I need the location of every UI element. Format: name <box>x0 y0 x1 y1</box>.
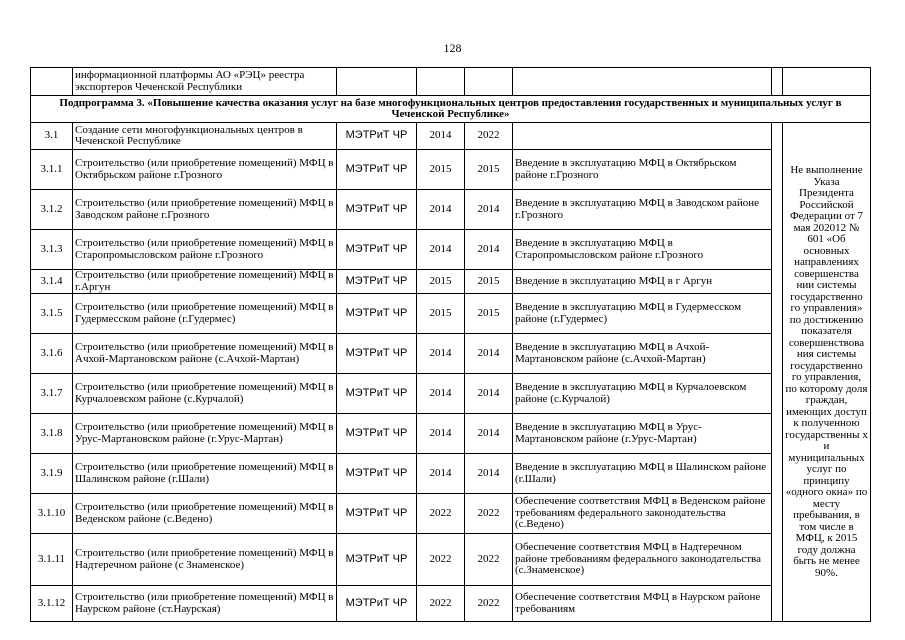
item-start-year: 2014 <box>417 334 465 374</box>
item-start-year: 2015 <box>417 270 465 294</box>
item-number: 3.1.11 <box>31 534 73 586</box>
item-start-year: 2014 <box>417 123 465 150</box>
item-end-year: 2015 <box>465 270 513 294</box>
item-start-year: 2022 <box>417 494 465 534</box>
item-executor: МЭТРиТ ЧР <box>337 123 417 150</box>
item-start-year: 2015 <box>417 294 465 334</box>
item-number: 3.1.4 <box>31 270 73 294</box>
item-number: 3.1 <box>31 123 73 150</box>
item-name: Строительство (или приобретение помещений) МФЦ в Заводском районе г.Грозного <box>73 190 337 230</box>
item-result: Обеспечение соответствия МФЦ в Веденском районе требованиям федерального законодательства (с.Ведено) <box>513 494 772 534</box>
table-row <box>31 374 871 414</box>
item-executor: МЭТРиТ ЧР <box>337 414 417 454</box>
item-end-year: 2014 <box>465 374 513 414</box>
item-start-year: 2022 <box>417 534 465 586</box>
item-start-year: 2014 <box>417 374 465 414</box>
item-executor: МЭТРиТ ЧР <box>337 150 417 190</box>
item-number: 3.1.8 <box>31 414 73 454</box>
item-end-year: 2022 <box>465 494 513 534</box>
table-row <box>31 494 871 534</box>
item-name: Создание сети многофункциональных центров в Чеченской Республике <box>73 123 337 150</box>
item-result: Введение в эксплуатацию МФЦ в Урус-Мартановском районе (г.Урус-Мартан) <box>513 414 772 454</box>
item-name: Строительство (или приобретение помещений) МФЦ в Курчалоевском районе (с.Курчалой) <box>73 374 337 414</box>
item-name: Строительство (или приобретение помещений) МФЦ в Надтеречном районе (с Знаменское) <box>73 534 337 586</box>
item-name: Строительство (или приобретение помещений) МФЦ в Наурском районе (ст.Наурская) <box>73 586 337 622</box>
item-result: Введение в эксплуатацию МФЦ в Заводском районе г.Грозного <box>513 190 772 230</box>
item-result: Введение в эксплуатацию МФЦ в Ачхой-Мартановском районе (с.Ачхой-Мартан) <box>513 334 772 374</box>
item-result: Введение в эксплуатацию МФЦ в г Аргун <box>513 270 772 294</box>
table-row <box>31 294 871 334</box>
item-number: 3.1.3 <box>31 230 73 270</box>
item-result: Введение в эксплуатацию МФЦ в Октябрьском районе г.Грозного <box>513 150 772 190</box>
item-end-year: 2014 <box>465 414 513 454</box>
item-start-year: 2014 <box>417 454 465 494</box>
continued-name: информационной платформы АО «РЭЦ» реестра экспортеров Чеченской Республики <box>73 68 337 96</box>
item-result: Обеспечение соответствия МФЦ в Наурском районе требованиям <box>513 586 772 622</box>
item-start-year: 2022 <box>417 586 465 622</box>
item-start-year: 2014 <box>417 230 465 270</box>
table-row <box>31 190 871 230</box>
item-end-year: 2022 <box>465 534 513 586</box>
item-number: 3.1.6 <box>31 334 73 374</box>
item-name: Строительство (или приобретение помещений) МФЦ в Старопромысловском районе г.Грозного <box>73 230 337 270</box>
item-executor: МЭТРиТ ЧР <box>337 190 417 230</box>
table-row <box>31 414 871 454</box>
item-name: Строительство (или приобретение помещений) МФЦ в Шалинском районе (г.Шали) <box>73 454 337 494</box>
item-start-year: 2014 <box>417 190 465 230</box>
item-executor: МЭТРиТ ЧР <box>337 586 417 622</box>
table-row <box>31 230 871 270</box>
program-table <box>30 67 871 622</box>
item-result <box>513 123 772 150</box>
item-name: Строительство (или приобретение помещений) МФЦ в г.Аргун <box>73 270 337 294</box>
table-row <box>31 586 871 622</box>
item-number: 3.1.5 <box>31 294 73 334</box>
table-row <box>31 334 871 374</box>
item-executor: МЭТРиТ ЧР <box>337 454 417 494</box>
item-number: 3.1.9 <box>31 454 73 494</box>
note-cell: Не выполнение Указа Президента Российской Федерации от 7 мая 202012 № 601 «Об основных направлениях совершенства нии системы государственно го управления» по достижению показателя совершенствова ния системы государственно го управления, по которому доля граждан, имеющих доступ к полученною государственны х и муниципальных услуг по принципу «одного окна» по месту пребывания, в том числе в МФЦ, к 2015 году должна быть не менее 90%. <box>783 123 871 622</box>
page-number: 128 <box>443 41 462 55</box>
item-end-year: 2022 <box>465 123 513 150</box>
item-end-year: 2015 <box>465 150 513 190</box>
item-number: 3.1.12 <box>31 586 73 622</box>
item-executor: МЭТРиТ ЧР <box>337 374 417 414</box>
table-row <box>31 454 871 494</box>
item-name: Строительство (или приобретение помещений) МФЦ в Веденском районе (с.Ведено) <box>73 494 337 534</box>
table-row <box>31 270 871 294</box>
item-start-year: 2015 <box>417 150 465 190</box>
table-row-continued <box>31 68 871 96</box>
item-executor: МЭТРиТ ЧР <box>337 270 417 294</box>
item-name: Строительство (или приобретение помещений) МФЦ в Ачхой-Мартановском районе (с.Ачхой-Мартан) <box>73 334 337 374</box>
item-number: 3.1.2 <box>31 190 73 230</box>
item-start-year: 2014 <box>417 414 465 454</box>
item-executor: МЭТРиТ ЧР <box>337 494 417 534</box>
item-number: 3.1.7 <box>31 374 73 414</box>
item-number: 3.1.1 <box>31 150 73 190</box>
item-number: 3.1.10 <box>31 494 73 534</box>
item-end-year: 2014 <box>465 190 513 230</box>
table-row <box>31 534 871 586</box>
table-row <box>31 123 871 150</box>
item-name: Строительство (или приобретение помещений) МФЦ в Гудермесском районе (г.Гудермес) <box>73 294 337 334</box>
item-result: Введение в эксплуатацию МФЦ в Курчалоевском районе (с.Курчалой) <box>513 374 772 414</box>
item-executor: МЭТРиТ ЧР <box>337 534 417 586</box>
item-result: Обеспечение соответствия МФЦ в Надтеречном районе требованиям федерального законодательства (с.Знаменское) <box>513 534 772 586</box>
item-executor: МЭТРиТ ЧР <box>337 334 417 374</box>
item-name: Строительство (или приобретение помещений) МФЦ в Октябрьском районе г.Грозного <box>73 150 337 190</box>
item-end-year: 2015 <box>465 294 513 334</box>
table-row <box>31 150 871 190</box>
item-executor: МЭТРиТ ЧР <box>337 294 417 334</box>
item-end-year: 2014 <box>465 230 513 270</box>
item-end-year: 2022 <box>465 586 513 622</box>
item-executor: МЭТРиТ ЧР <box>337 230 417 270</box>
item-end-year: 2014 <box>465 454 513 494</box>
item-end-year: 2014 <box>465 334 513 374</box>
subprogram-row <box>31 96 871 123</box>
subprogram-title: Подпрограмма 3. «Повышение качества оказания услуг на базе многофункциональных центров предоставления государственных и муниципальных услуг в Чеченской Республике» <box>31 96 871 123</box>
item-result: Введение в эксплуатацию МФЦ в Гудермесском районе (г.Гудермес) <box>513 294 772 334</box>
item-result: Введение в эксплуатацию МФЦ в Старопромысловском районе г.Грозного <box>513 230 772 270</box>
item-result: Введение в эксплуатацию МФЦ в Шалинском районе (г.Шали) <box>513 454 772 494</box>
item-name: Строительство (или приобретение помещений) МФЦ в Урус-Мартановском районе (г.Урус-Мартан) <box>73 414 337 454</box>
